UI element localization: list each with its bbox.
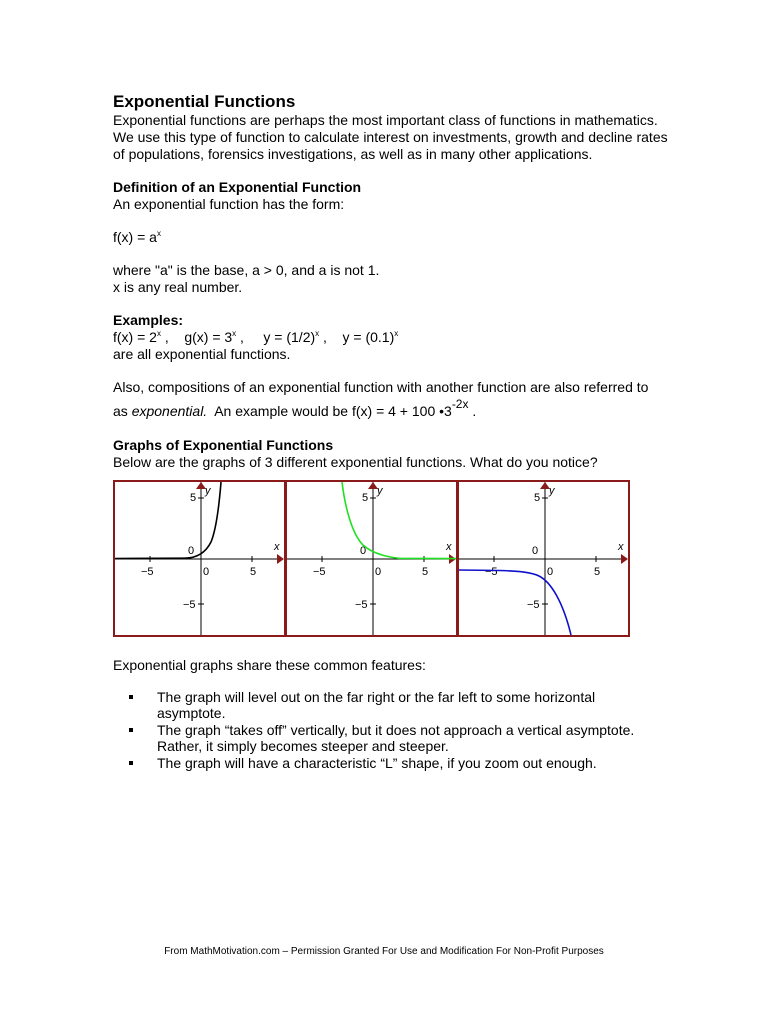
feature-item [113,755,653,771]
example-sep: , [319,329,343,345]
bullet-icon [129,761,133,765]
label-neg5: −5 [485,566,498,578]
composition-italic: exponential. [131,403,208,419]
composition-example: An example would be f(x) = 4 + 100 •3 [207,403,452,419]
examples-tail: are all exponential functions. [113,346,291,362]
label-neg5: −5 [141,566,154,578]
axis-x-label: x [446,541,452,553]
feature-item [113,722,653,754]
label-yneg5: −5 [183,599,196,611]
composition-end: . [468,403,477,419]
axis-y-label: y [549,485,555,497]
label-5: 5 [422,566,429,578]
label-neg5: −5 [313,566,326,578]
bullet-icon [129,695,133,699]
example-4: y = (0.1) [342,329,395,345]
examples-heading: Examples: [113,312,184,328]
graphs-panel [113,480,632,637]
feature-text: The graph will level out on the far right or the far left to some horizontal asymptote. [157,689,596,721]
example-1: f(x) = 2 [113,329,157,345]
x-axis-arrow [621,554,628,564]
composition-line-2 [113,397,673,421]
bullet-icon [129,728,133,732]
axis-y-label: y [205,485,211,497]
definition-formula [113,229,673,246]
axis-x-label: x [274,541,280,553]
x-axis-arrow [277,554,284,564]
where-line-1: where "a" is the base, a > 0, and a is not 1. [113,262,380,278]
definition-heading: Definition of an Exponential Function [113,179,362,195]
label-y5: 5 [362,492,369,504]
graphs-heading: Graphs of Exponential Functions [113,437,334,453]
example-4-exp: x [394,329,399,338]
graph-growth [113,480,286,637]
composition-exponent: -2x [451,397,469,411]
reflected-curve [459,570,571,635]
axis-y-label: y [377,485,383,497]
document-body [113,92,673,471]
label-yneg5: −5 [355,599,368,611]
features-lead: Exponential graphs share these common features: [113,657,426,673]
page-footer: From MathMotivation.com – Permission Granted For Use and Modification For Non-Profit Purposes [164,946,604,957]
label-0: 0 [547,566,554,578]
feature-item [113,689,653,721]
graph-reflected-svg [459,482,628,635]
graph-reflected [457,480,630,637]
composition-as: as [113,403,132,419]
composition-line-1: Also, compositions of an exponential function with another function are also referred to [113,379,649,395]
formula-base: f(x) = a [113,229,157,245]
intro-paragraph: Exponential functions are perhaps the most important class of functions in mathematics. We use this type of function to calculate interest on investments, growth and decline rates of populations, forensics investigations, as well as in many other applications. [113,112,668,162]
example-3: y = (1/2) [263,329,316,345]
feature-text: The graph will have a characteristic “L” shape, if you zoom out enough. [157,755,597,771]
label-y0: 0 [532,545,539,557]
label-y0: 0 [188,545,195,557]
example-sep: , [236,329,264,345]
example-2-exp: x [232,329,237,338]
example-3-exp: x [315,329,320,338]
graphs-lead: Below are the graphs of 3 different exponential functions. What do you notice? [113,454,598,470]
graph-decay-svg [287,482,456,635]
formula-exponent: x [156,229,161,238]
example-sep: , [160,329,185,345]
graph-decay [285,480,458,637]
label-5: 5 [594,566,601,578]
page-title: Exponential Functions [113,92,296,111]
axis-x-label: x [618,541,624,553]
graph-growth-svg [115,482,284,635]
feature-text: The graph “takes off” vertically, but it does not approach a vertical asymptote. Rather, it simply becomes steeper and steeper. [157,722,635,754]
examples-line [113,329,673,346]
definition-lead: An exponential function has the form: [113,196,345,212]
label-5: 5 [250,566,257,578]
features-list [113,689,653,772]
where-line-2: x is any real number. [113,279,243,295]
label-0: 0 [375,566,382,578]
label-y5: 5 [190,492,197,504]
example-2: g(x) = 3 [184,329,233,345]
label-yneg5: −5 [527,599,540,611]
label-y0: 0 [360,545,367,557]
example-1-exp: x [156,329,161,338]
label-0: 0 [203,566,210,578]
label-y5: 5 [534,492,541,504]
